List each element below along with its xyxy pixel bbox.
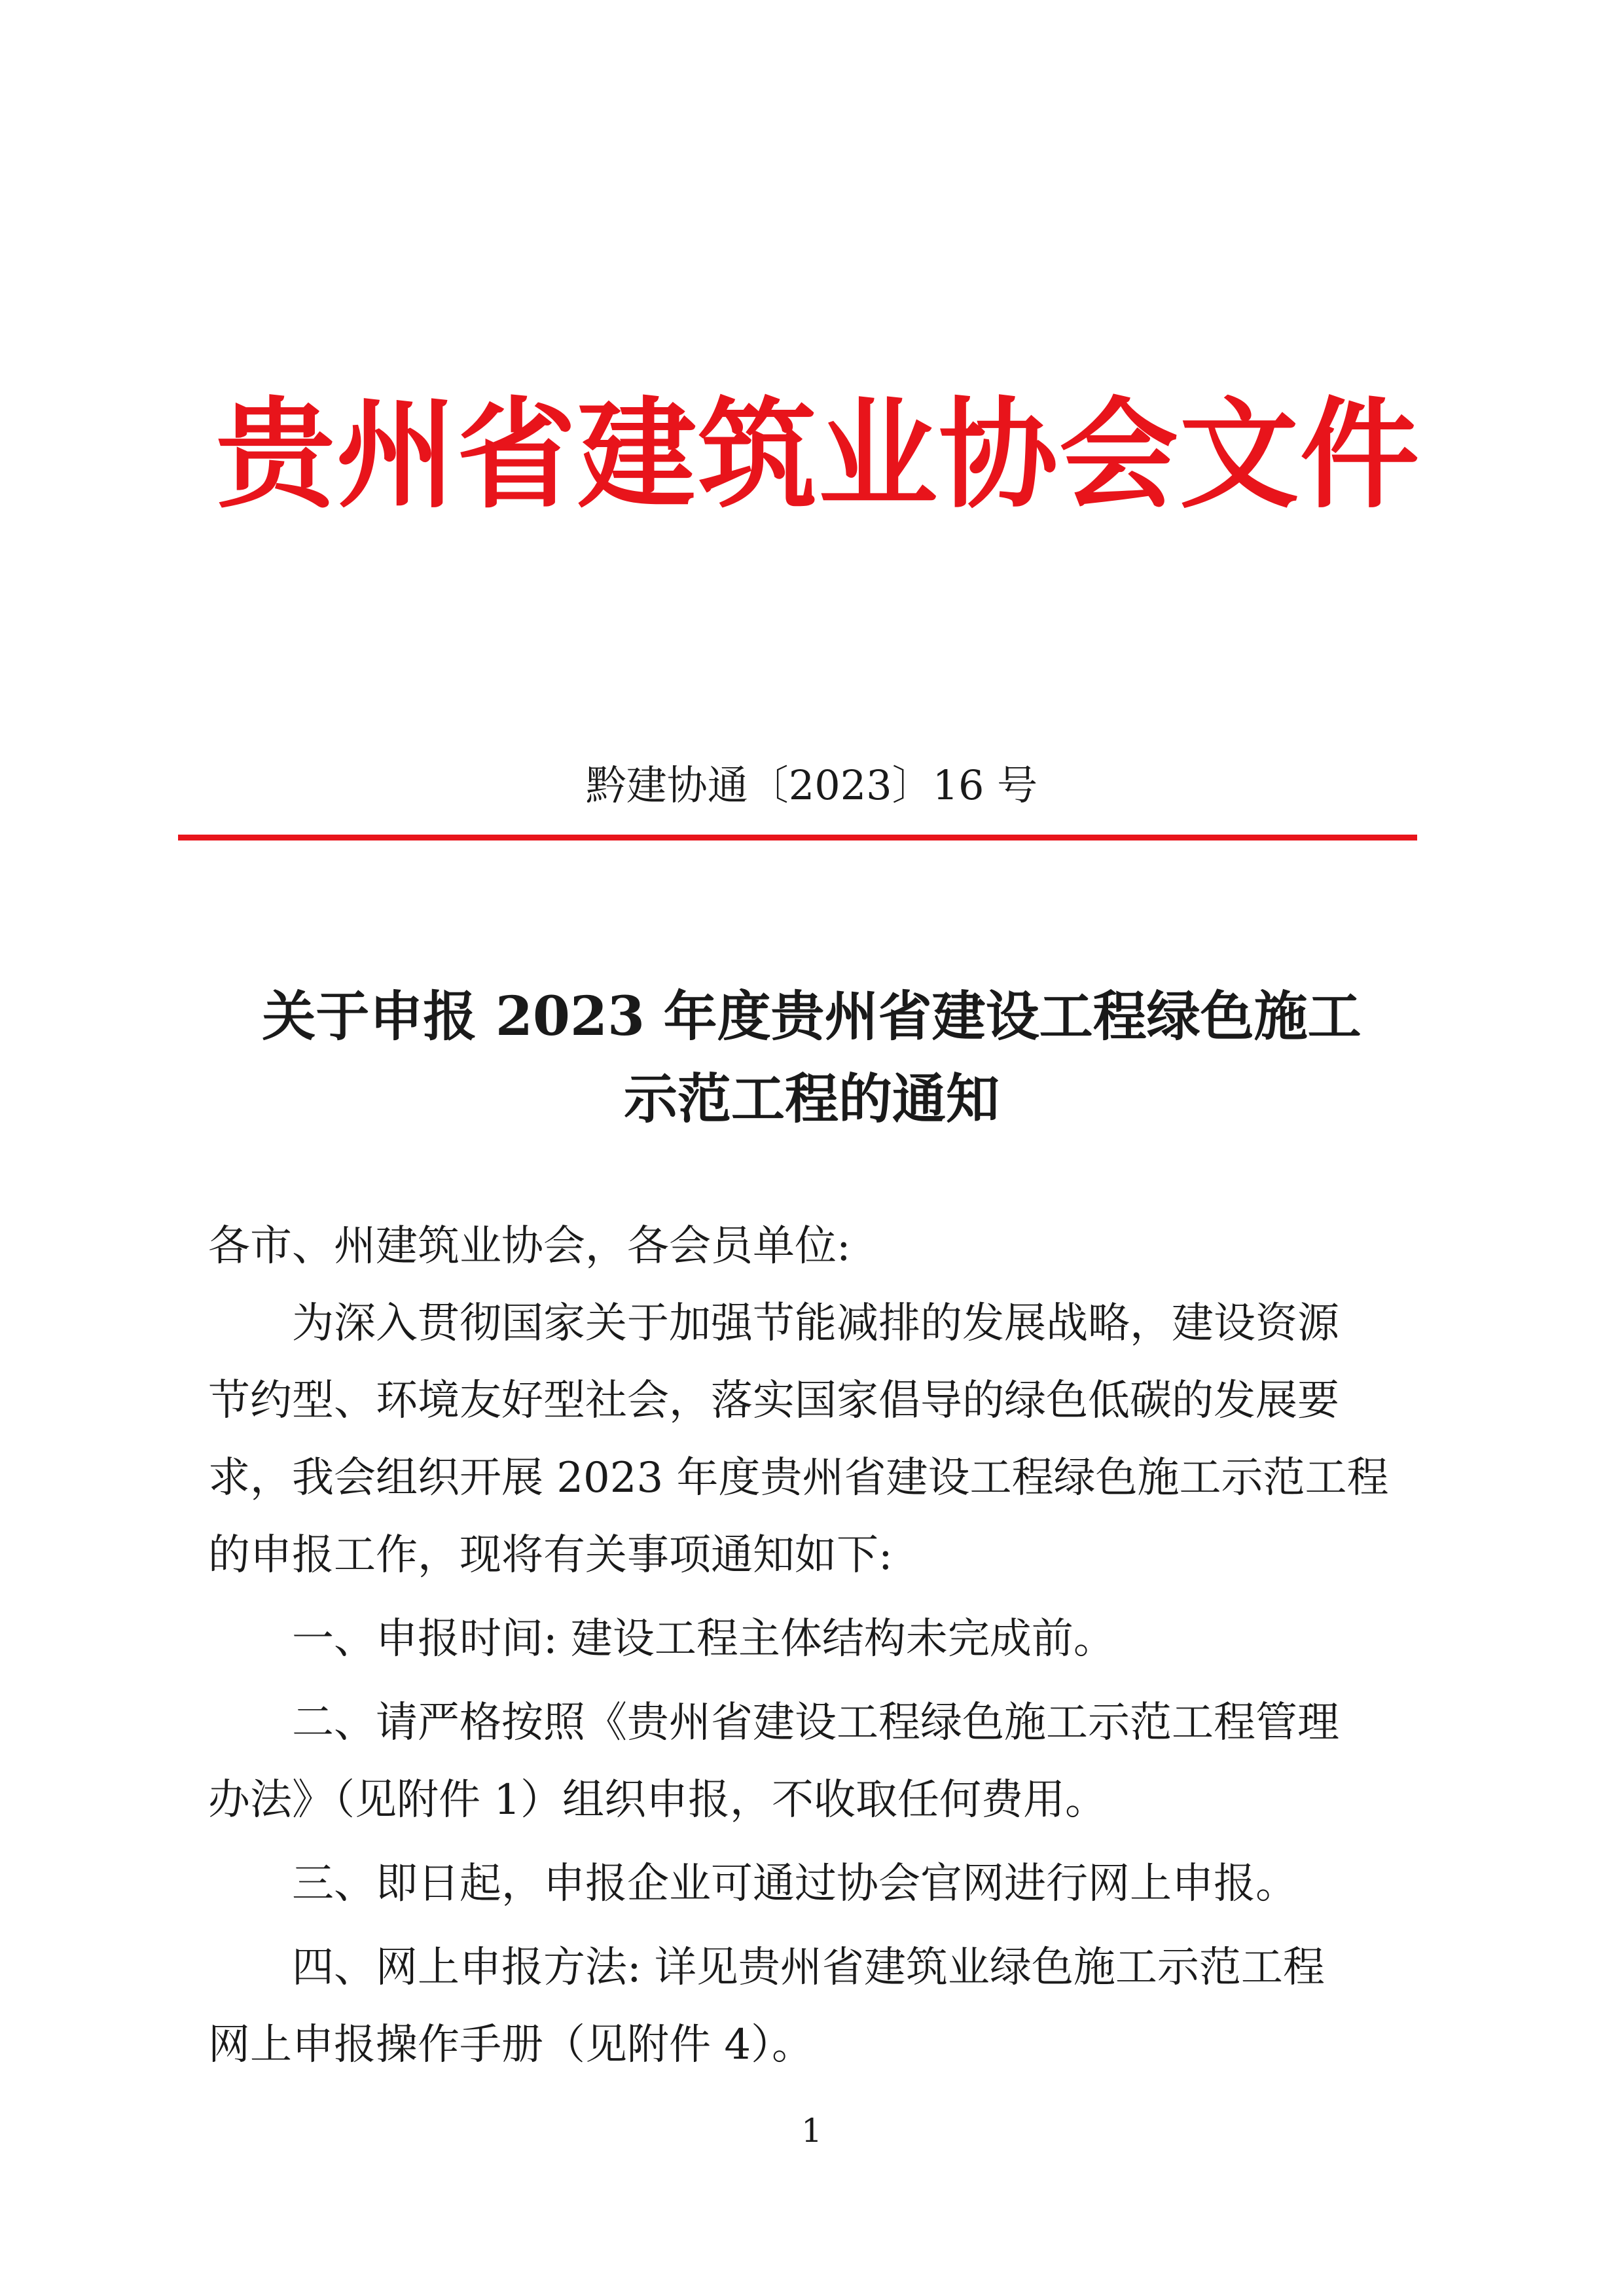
item-one-paragraph bbox=[208, 1600, 1390, 1678]
red-divider-line bbox=[178, 835, 1417, 840]
item-three-paragraph bbox=[208, 1845, 1390, 1923]
item-two-line-2: 办法》（见附件 1）组织申报，不收取任何费用。 bbox=[208, 1776, 1108, 1824]
item-two-line-1: 二、请严格按照《贵州省建设工程绿色施工示范工程管理 bbox=[292, 1699, 1339, 1747]
item-four-line-1: 四、网上申报方法: 详见贵州省建筑业绿色施工示范工程 bbox=[292, 1943, 1325, 1992]
document-header-title: 贵州省建筑业协会文件 bbox=[216, 386, 1420, 524]
intro-line-3: 求，我会组织开展 2023 年度贵州省建设工程绿色施工示范工程 bbox=[208, 1454, 1389, 1502]
page-number: 1 bbox=[801, 2112, 822, 2150]
item-three: 三、即日起，申报企业可通过协会官网进行网上申报。 bbox=[292, 1860, 1297, 1908]
intro-line-4: 的申报工作，现将有关事项通知如下: bbox=[208, 1531, 893, 1580]
notice-title-line-2: 示范工程的通知 bbox=[623, 1068, 1000, 1130]
intro-line-2: 节约型、环境友好型社会，落实国家倡导的绿色低碳的发展要 bbox=[208, 1377, 1339, 1425]
salutation: 各市、州建筑业协会，各会员单位: bbox=[208, 1222, 851, 1271]
document-number: 黔建协通〔2023〕16 号 bbox=[585, 761, 1038, 809]
notice-title-line-1: 关于申报 2023 年度贵州省建设工程绿色施工 bbox=[262, 985, 1362, 1048]
notice-body bbox=[208, 1208, 1390, 2084]
item-four-paragraph bbox=[208, 1929, 1390, 2084]
item-one: 一、申报时间: 建设工程主体结构未完成前。 bbox=[292, 1615, 1115, 1663]
salutation-paragraph bbox=[208, 1208, 1390, 1285]
notice-title bbox=[196, 975, 1427, 1140]
intro-line-1: 为深入贯彻国家关于加强节能减排的发展战略，建设资源 bbox=[292, 1299, 1339, 1348]
item-four-line-2: 网上申报操作手册（见附件 4）。 bbox=[208, 2021, 814, 2069]
intro-paragraph bbox=[208, 1285, 1390, 1594]
item-two-paragraph bbox=[208, 1684, 1390, 1839]
